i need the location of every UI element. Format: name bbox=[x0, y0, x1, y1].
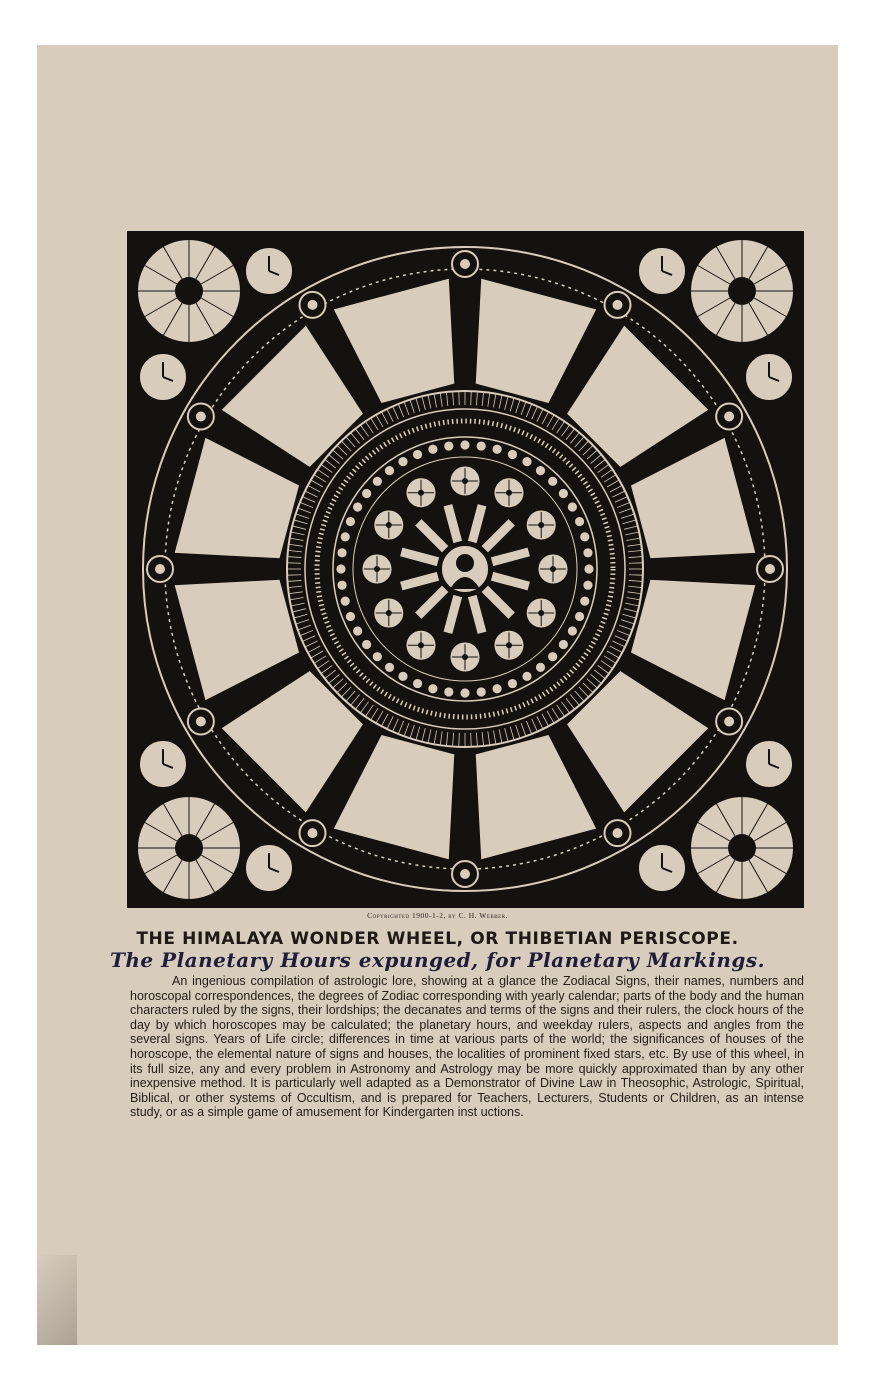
bead bbox=[385, 466, 395, 476]
bead bbox=[492, 684, 502, 694]
compass-center bbox=[462, 478, 468, 484]
bead bbox=[362, 639, 372, 649]
corner-hub bbox=[728, 277, 756, 305]
bead bbox=[476, 687, 486, 697]
bead bbox=[428, 444, 438, 454]
bead bbox=[522, 457, 532, 467]
sign-badge-dot-6 bbox=[613, 828, 623, 838]
bead bbox=[507, 679, 517, 689]
copyright-line: Copyrighted 1900-1-2, by C. H. Webber. bbox=[367, 911, 508, 920]
compass-center bbox=[386, 522, 392, 528]
portrait-head-icon bbox=[456, 554, 474, 572]
bead bbox=[583, 580, 593, 590]
bead bbox=[558, 639, 568, 649]
compass-center bbox=[386, 610, 392, 616]
bead bbox=[353, 502, 363, 512]
bead bbox=[413, 679, 423, 689]
corner-hub bbox=[175, 834, 203, 862]
compass-center bbox=[418, 642, 424, 648]
bead bbox=[558, 489, 568, 499]
sign-badge-dot-7 bbox=[460, 869, 470, 879]
bead bbox=[444, 441, 454, 451]
bead bbox=[580, 532, 590, 542]
sign-badge-dot-12 bbox=[308, 300, 318, 310]
bead bbox=[353, 626, 363, 636]
bead bbox=[340, 596, 350, 606]
sign-badge-dot-9 bbox=[196, 717, 206, 727]
bead bbox=[584, 564, 594, 574]
bead bbox=[583, 548, 593, 558]
compass-center bbox=[538, 610, 544, 616]
corner-hub bbox=[728, 834, 756, 862]
sign-badge-dot-2 bbox=[613, 300, 623, 310]
bead bbox=[567, 626, 577, 636]
handwritten-annotation: The Planetary Hours expunged, for Planetary Markings. bbox=[109, 948, 766, 972]
sign-badge-dot-11 bbox=[196, 412, 206, 422]
bead bbox=[345, 517, 355, 527]
bead bbox=[492, 444, 502, 454]
sign-badge-dot-1 bbox=[460, 259, 470, 269]
bead bbox=[460, 440, 470, 450]
compass-center bbox=[506, 490, 512, 496]
sign-badge-dot-5 bbox=[724, 717, 734, 727]
bead bbox=[444, 687, 454, 697]
bead bbox=[548, 476, 558, 486]
book-page bbox=[37, 45, 838, 1345]
sign-badge-dot-8 bbox=[308, 828, 318, 838]
bead bbox=[575, 611, 585, 621]
bead bbox=[345, 611, 355, 621]
bead bbox=[372, 652, 382, 662]
sign-badge-dot-3 bbox=[724, 412, 734, 422]
bead bbox=[575, 517, 585, 527]
plate-title: THE HIMALAYA WONDER WHEEL, OR THIBETIAN PERISCOPE. bbox=[136, 929, 739, 949]
bead bbox=[337, 580, 347, 590]
compass-center bbox=[506, 642, 512, 648]
compass-center bbox=[374, 566, 380, 572]
compass-center bbox=[550, 566, 556, 572]
bead bbox=[522, 671, 532, 681]
bead bbox=[535, 466, 545, 476]
sign-badge-dot-10 bbox=[155, 564, 165, 574]
wonder-wheel-illustration bbox=[127, 231, 804, 908]
bead bbox=[535, 662, 545, 672]
bead bbox=[340, 532, 350, 542]
bead bbox=[476, 441, 486, 451]
compass-center bbox=[418, 490, 424, 496]
bead bbox=[398, 457, 408, 467]
bead bbox=[385, 662, 395, 672]
bead bbox=[337, 548, 347, 558]
compass-center bbox=[538, 522, 544, 528]
sign-badge-dot-4 bbox=[765, 564, 775, 574]
bead bbox=[372, 476, 382, 486]
bead bbox=[362, 489, 372, 499]
bead bbox=[548, 652, 558, 662]
zodiac-wheel-icon bbox=[127, 231, 804, 908]
bead bbox=[428, 684, 438, 694]
bead bbox=[460, 688, 470, 698]
bead bbox=[336, 564, 346, 574]
bead bbox=[413, 449, 423, 459]
description-paragraph: An ingenious compilation of astrologic lore, showing at a glance the Zodiacal Signs, their names, numbers and horoscopal correspondences, the degrees of Zodiac corresponding with yearly calendar; parts of the body and the human characters ruled by the signs, their lordships; the decanates and terms of the signs and their rulers, the clock hours of the day by which horoscopes may be calculated; the planetary hours, and weekday rulers, aspects and angles from the several signs. Years of Life circle; differences in time at various parts of the world; the significances of houses of the horoscope, the elemental nature of signs and houses, the localities of prominent fixed stars, etc. By use of this wheel, in its full size, any and every problem in Astronomy and Astrology may be more quickly approximated than by any other inexpensive method. It is particularly well adapted as a Demonstrator of Divine Law in Theosophic, Astrologic, Spiritual, Biblical, or other systems of Occultism, and is prepared for Teachers, Lecturers, Students or Children, as an intense study, or as a simple game of amusement for Kindergarten inst uctions. bbox=[130, 974, 804, 1120]
corner-hub bbox=[175, 277, 203, 305]
compass-center bbox=[462, 654, 468, 660]
bead bbox=[580, 596, 590, 606]
bead bbox=[567, 502, 577, 512]
bead bbox=[507, 449, 517, 459]
bead bbox=[398, 671, 408, 681]
